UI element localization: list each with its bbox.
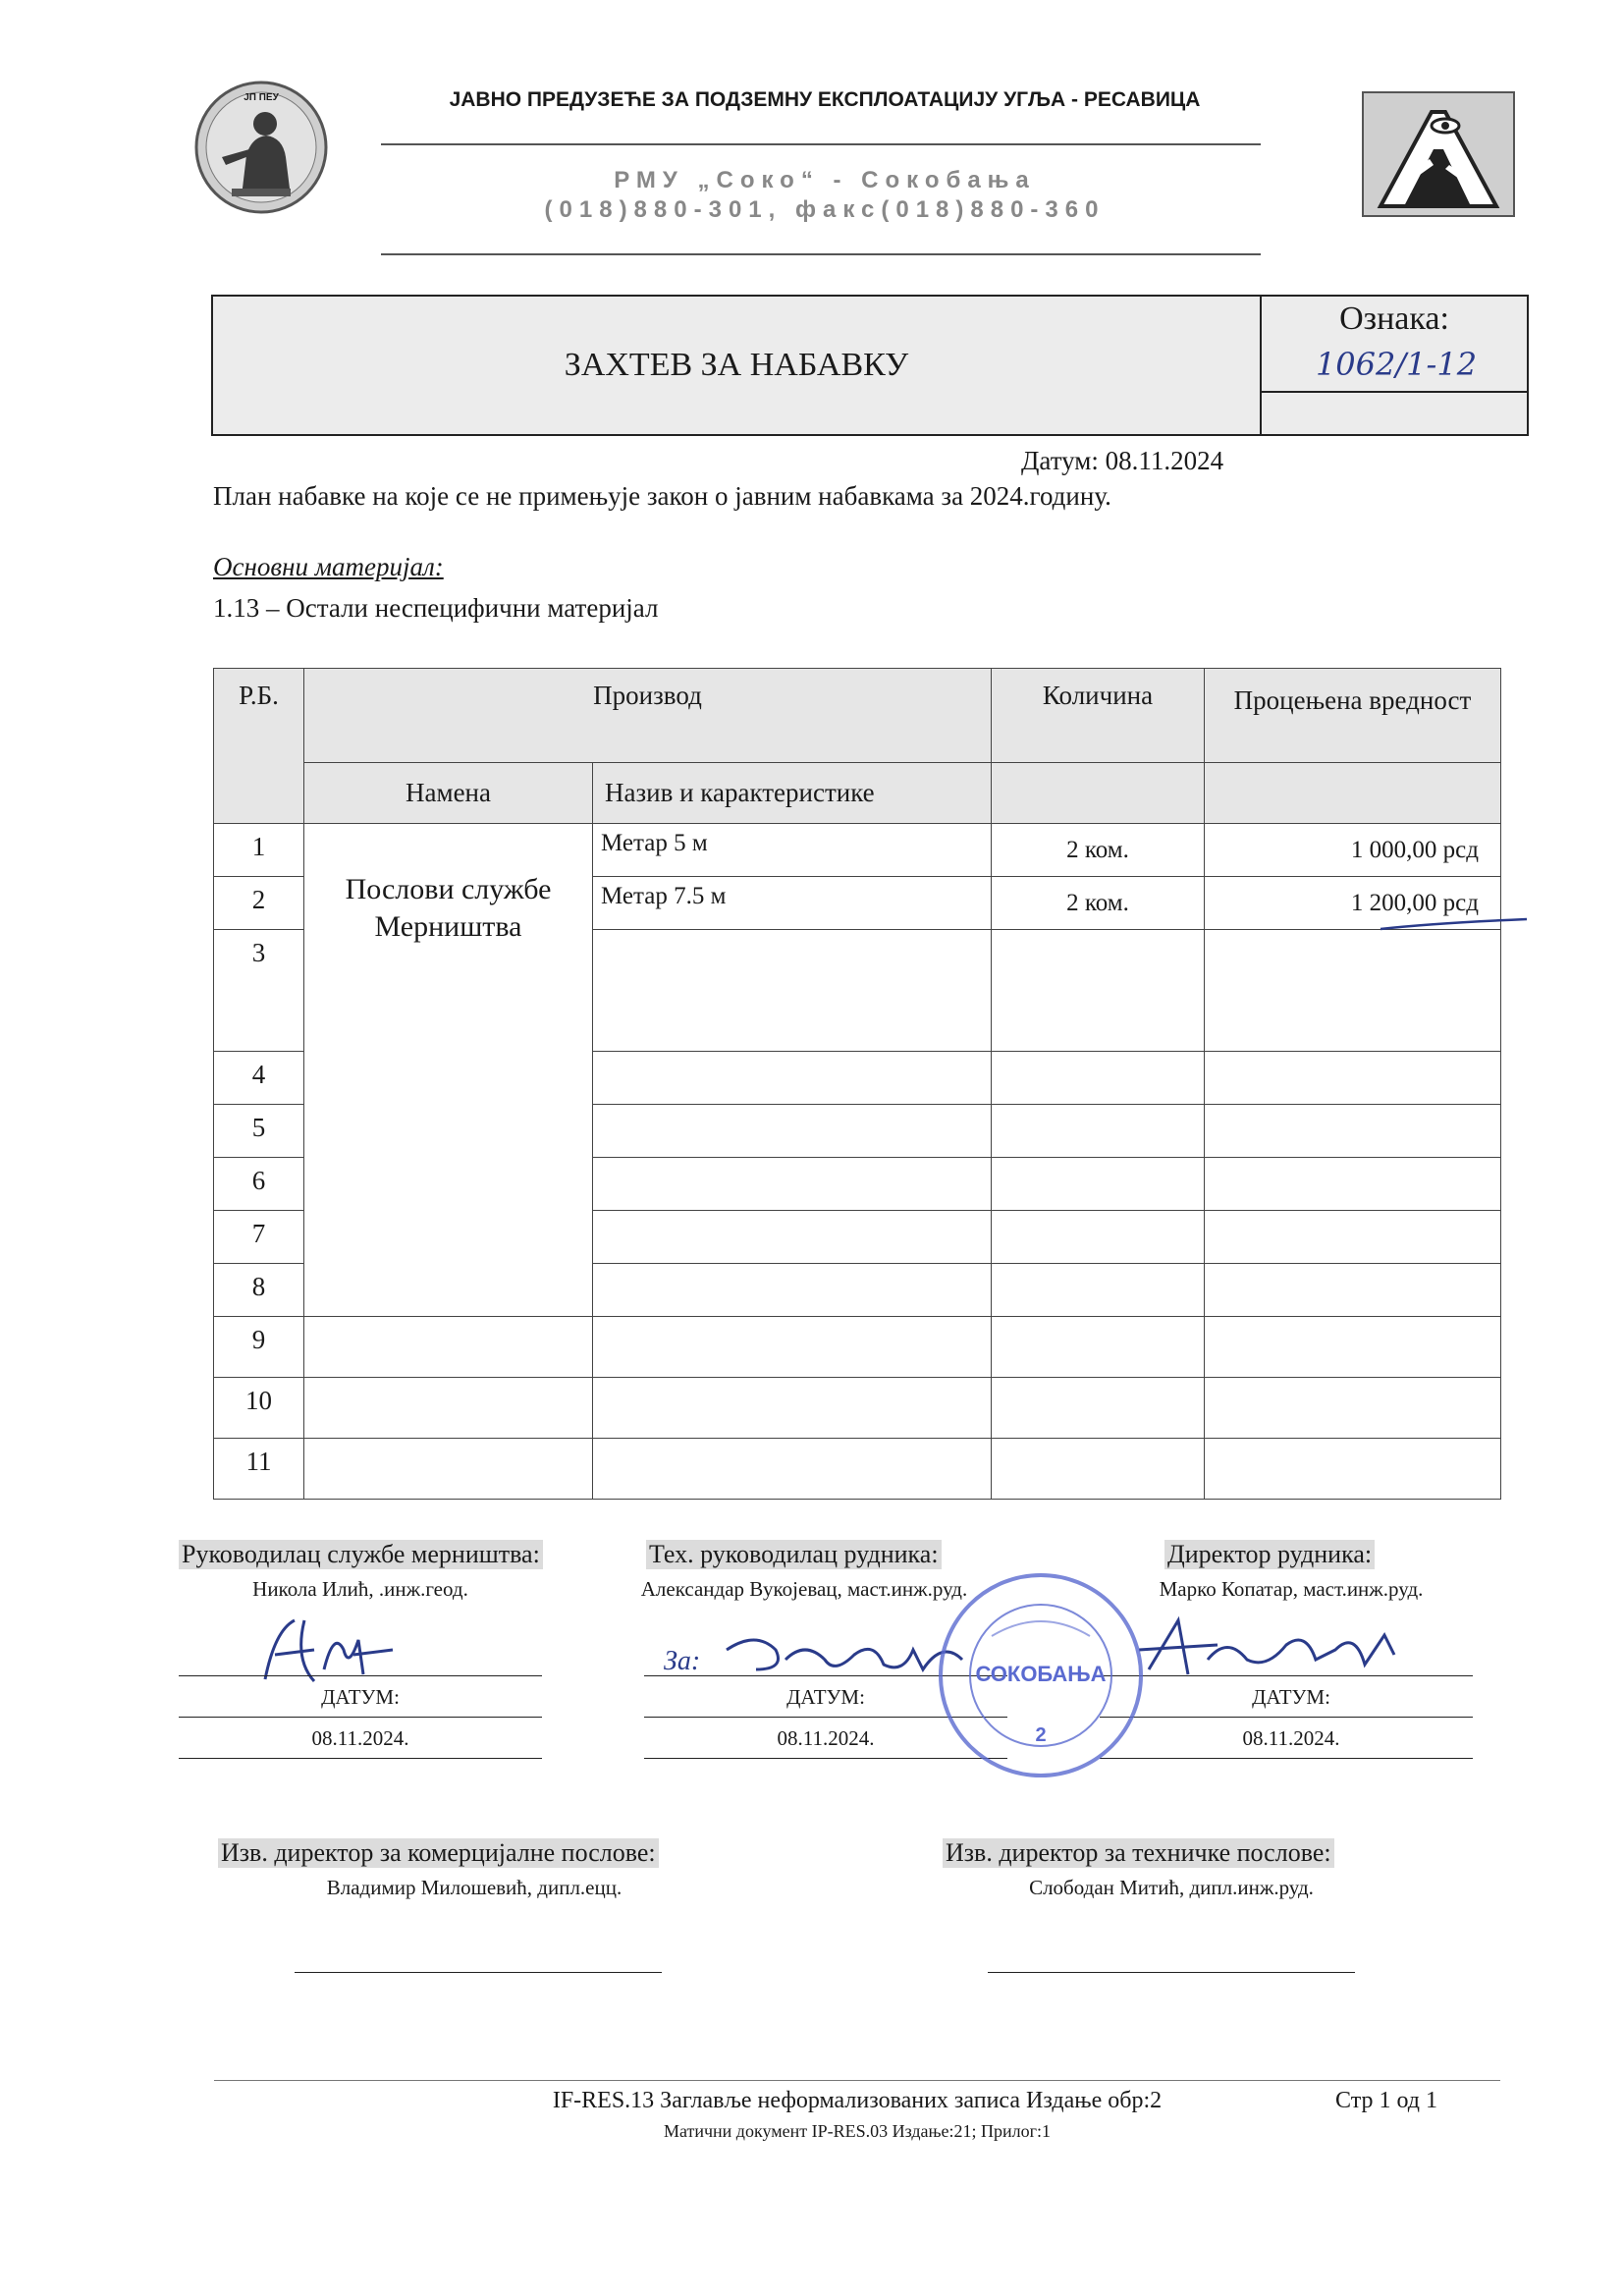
item-name bbox=[593, 1439, 992, 1500]
signature-3-date: 08.11.2024. bbox=[1242, 1726, 1340, 1750]
footer-page-number: Стр 1 од 1 bbox=[1335, 2088, 1437, 2113]
item-value bbox=[1205, 1052, 1501, 1105]
header-divider-top bbox=[381, 143, 1261, 145]
subheader-name: Назив и карактеристике bbox=[593, 763, 992, 824]
signature-3-bottom-line bbox=[1100, 1758, 1473, 1759]
row-number: 4 bbox=[214, 1052, 304, 1105]
row-number: 3 bbox=[214, 930, 304, 1052]
pen-mark bbox=[1375, 907, 1532, 943]
document-date: Датум: 08.11.2024 bbox=[1021, 446, 1224, 475]
subheader-qty-empty bbox=[992, 763, 1205, 824]
footer-record-info: IF-RES.13 Заглавље неформализованих записа Издање обр:2 bbox=[552, 2088, 1163, 2113]
signature-2-date-label: ДАТУМ: bbox=[786, 1685, 865, 1709]
company-logo-left bbox=[192, 79, 330, 216]
item-quantity bbox=[992, 1158, 1205, 1211]
branch-phone: (018)880-301, факс(018)880-360 bbox=[544, 196, 1106, 223]
item-value bbox=[1205, 930, 1501, 1052]
item-quantity: 2 ком. bbox=[992, 824, 1205, 877]
item-quantity bbox=[992, 930, 1205, 1052]
item-name: Метар 5 м bbox=[593, 824, 992, 877]
row-number: 10 bbox=[214, 1378, 304, 1439]
table-row bbox=[214, 1439, 1501, 1500]
item-name bbox=[593, 1105, 992, 1158]
item-value: 1 000,00 рсд bbox=[1205, 824, 1501, 877]
item-value bbox=[1205, 1105, 1501, 1158]
company-stamp bbox=[933, 1567, 1149, 1783]
header-estimated-value: Процењена вредност bbox=[1205, 669, 1501, 763]
basic-material-value: 1.13 – Остали неспецифични материјал bbox=[213, 593, 659, 623]
signature-3-name: Марко Копатар, маст.инж.руд. bbox=[1159, 1577, 1424, 1601]
stamp-text: СОКОБАЊА bbox=[975, 1662, 1107, 1686]
header-divider-bottom bbox=[381, 253, 1261, 255]
purpose-cell: Послови службе Мерништва bbox=[304, 824, 593, 1317]
signature-3-title: Директор рудника: bbox=[1164, 1540, 1375, 1569]
mark-value: 1062/1-12 bbox=[1315, 346, 1478, 383]
organization-name: ЈАВНО ПРЕДУЗЕЋЕ ЗА ПОДЗЕМНУ ЕКСПЛОАТАЦИЈУ УГЉА - РЕСАВИЦА bbox=[449, 88, 1201, 111]
items-table bbox=[213, 668, 1501, 1500]
subheader-value-empty bbox=[1205, 763, 1501, 824]
signature-2-prefix: За: bbox=[664, 1646, 701, 1676]
header-rb: Р.Б. bbox=[214, 669, 304, 824]
table-row bbox=[214, 1378, 1501, 1439]
signature-4-name: Владимир Милошевић, дипл.ецц. bbox=[326, 1876, 623, 1899]
row-number: 1 bbox=[214, 824, 304, 877]
signature-1-bottom-line bbox=[179, 1758, 542, 1759]
signature-3-scribble bbox=[1119, 1611, 1414, 1689]
item-quantity bbox=[992, 1211, 1205, 1264]
row-number: 7 bbox=[214, 1211, 304, 1264]
item-value: 1 200,00 рсд bbox=[1205, 877, 1501, 930]
header-product: Производ bbox=[304, 669, 992, 763]
item-name bbox=[593, 930, 992, 1052]
purpose-empty bbox=[304, 1439, 593, 1500]
logo-text: ЈП ПЕУ bbox=[244, 92, 279, 103]
document-title: ЗАХТЕВ ЗА НАБАВКУ bbox=[213, 297, 1262, 434]
item-quantity bbox=[992, 1378, 1205, 1439]
item-quantity bbox=[992, 1105, 1205, 1158]
company-logo-right bbox=[1361, 90, 1516, 218]
item-name bbox=[593, 1052, 992, 1105]
purpose-empty bbox=[304, 1317, 593, 1378]
signature-3-line bbox=[1100, 1675, 1473, 1676]
row-number: 8 bbox=[214, 1264, 304, 1317]
item-value bbox=[1205, 1264, 1501, 1317]
signature-1-scribble bbox=[245, 1611, 403, 1689]
signature-2-title: Тех. руководилац рудника: bbox=[646, 1540, 942, 1569]
basic-material-label: Основни материјал: bbox=[213, 552, 444, 581]
branch-name: РМУ „Соко“ - Сокобања bbox=[614, 167, 1036, 193]
item-quantity bbox=[992, 1052, 1205, 1105]
item-value bbox=[1205, 1158, 1501, 1211]
mark-separator bbox=[1262, 391, 1527, 393]
signature-1-date: 08.11.2024. bbox=[311, 1726, 409, 1750]
row-number: 2 bbox=[214, 877, 304, 930]
signature-1-line bbox=[179, 1675, 542, 1676]
signature-1-title: Руководилац службе мерништва: bbox=[179, 1540, 543, 1569]
signature-2-name: Александар Вукојевац, маст.инж.руд. bbox=[640, 1577, 968, 1601]
signature-2-date: 08.11.2024. bbox=[777, 1726, 875, 1750]
item-value bbox=[1205, 1439, 1501, 1500]
footer-divider bbox=[214, 2080, 1500, 2081]
footer-parent-document: Матични документ IP-RES.03 Издање:21; Прилог:1 bbox=[663, 2121, 1052, 2141]
table-row bbox=[214, 1317, 1501, 1378]
row-number: 5 bbox=[214, 1105, 304, 1158]
header-quantity: Количина bbox=[992, 669, 1205, 763]
row-number: 11 bbox=[214, 1439, 304, 1500]
item-name bbox=[593, 1158, 992, 1211]
signature-5-name: Слободан Митић, дипл.инж.руд. bbox=[1029, 1876, 1314, 1899]
plan-statement: План набавке на које се не примењује закон о јавним набавкама за 2024.годину. bbox=[213, 481, 1111, 511]
signature-3-date-label: ДАТУМ: bbox=[1252, 1685, 1330, 1709]
subheader-purpose: Намена bbox=[304, 763, 593, 824]
signature-5-title: Изв. директор за техничке послове: bbox=[943, 1838, 1334, 1868]
signature-4-line bbox=[295, 1972, 662, 1973]
signature-1-date-line bbox=[179, 1717, 542, 1718]
item-quantity bbox=[992, 1264, 1205, 1317]
row-number: 9 bbox=[214, 1317, 304, 1378]
signature-3-date-line bbox=[1100, 1717, 1473, 1718]
item-quantity bbox=[992, 1317, 1205, 1378]
item-value bbox=[1205, 1211, 1501, 1264]
stamp-number: 2 bbox=[1035, 1724, 1047, 1746]
request-title-box bbox=[211, 295, 1529, 436]
item-quantity bbox=[992, 1439, 1205, 1500]
item-value bbox=[1205, 1317, 1501, 1378]
mark-label: Ознака: bbox=[1339, 301, 1449, 337]
item-name bbox=[593, 1317, 992, 1378]
signature-1-date-label: ДАТУМ: bbox=[321, 1685, 400, 1709]
item-name bbox=[593, 1378, 992, 1439]
signature-5-line bbox=[988, 1972, 1355, 1973]
purpose-empty bbox=[304, 1378, 593, 1439]
item-value bbox=[1205, 1378, 1501, 1439]
item-name bbox=[593, 1211, 992, 1264]
item-name: Метар 7.5 м bbox=[593, 877, 992, 930]
item-name bbox=[593, 1264, 992, 1317]
signature-1-name: Никола Илић, .инж.геод. bbox=[252, 1577, 468, 1601]
table-row bbox=[214, 824, 1501, 877]
signature-4-title: Изв. директор за комерцијалне послове: bbox=[218, 1838, 659, 1868]
row-number: 6 bbox=[214, 1158, 304, 1211]
item-quantity: 2 ком. bbox=[992, 877, 1205, 930]
